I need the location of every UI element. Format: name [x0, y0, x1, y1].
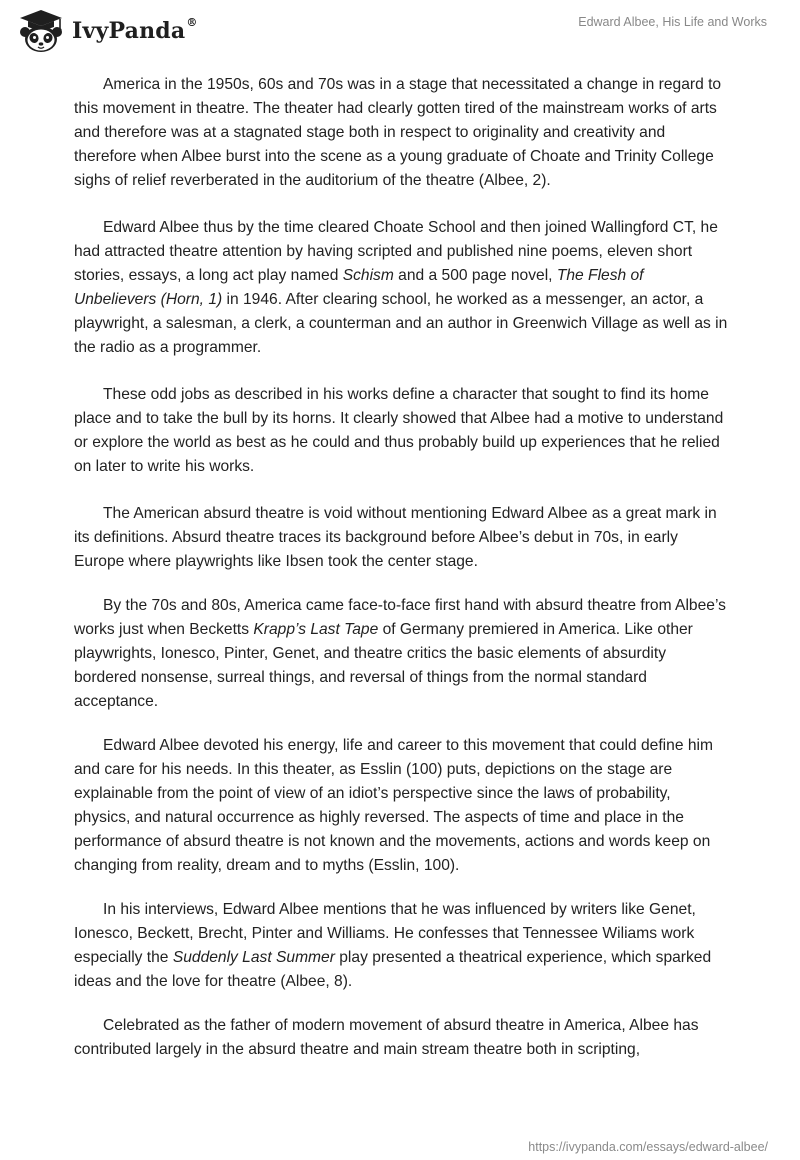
- paragraph-text: America in the 1950s, 60s and 70s was in a stage that necessitated a change in regard to this movement in theatre. The theater had clearly gotten tired of the mainstream works of arts and therefore was at a stagnated stage both in respect to originality and creativity and therefore when Albee burst into the scene as a young graduate of Choate and Trinity College sighs of relief reverberated in the auditorium of the theatre (Albee, 2).: [74, 76, 722, 189]
- essay-body: [74, 73, 728, 1082]
- paragraph: [74, 1014, 728, 1062]
- paragraph-text: in 1946. After clearing school, he worked as a messenger, an actor, a playwright, a salesman, a clerk, a counterman and an author in Greenwich Village as well as in the radio as a programmer.: [74, 291, 728, 356]
- paragraph: [74, 594, 728, 714]
- paragraph: [74, 734, 728, 878]
- brand-name: IvyPanda®: [72, 16, 198, 44]
- paragraph-text: play presented a theatrical experience, which sparked ideas and the love for theatre (Albee, 8).: [74, 949, 712, 990]
- italic-title: The Flesh of Unbelievers (Horn, 1): [74, 267, 644, 308]
- page-header: [0, 0, 800, 60]
- paragraph-text: In his interviews, Edward Albee mentions that he was influenced by writers like Genet, Ionesco, Beckett, Brecht, Pinter and Williams. He confesses that Tennessee Wiliams work especially the: [74, 901, 696, 966]
- italic-title: Schism: [342, 267, 394, 284]
- document-title: Edward Albee, His Life and Works: [578, 15, 767, 29]
- italic-title: Krapp’s Last Tape: [253, 621, 379, 638]
- paragraph: [74, 73, 728, 193]
- panda-graduate-icon: [16, 8, 66, 54]
- paragraph: [74, 502, 728, 574]
- ivypanda-logo[interactable]: [16, 8, 198, 54]
- paragraph-text: Celebrated as the father of modern movement of absurd theatre in America, Albee has contributed largely in the absurd theatre and main stream theatre both in scripting,: [74, 1017, 699, 1058]
- paragraph-text: Edward Albee devoted his energy, life and career to this movement that could define him and care for his needs. In this theater, as Esslin (100) puts, depictions on the stage are explainable from the point of view of an idiot’s perspective since the laws of probability, physics, and natural occurrence as highly reversed. The aspects of time and place in the performance of absurd theatre is not known and the movements, actions and words keep on changing from reality, dream and to myths (Esslin, 100).: [74, 737, 713, 874]
- paragraph: [74, 898, 728, 994]
- paragraph-text: By the 70s and 80s, America came face-to-face first hand with absurd theatre from Albee’s works just when Becketts: [74, 597, 726, 638]
- paragraph: [74, 383, 728, 479]
- paragraph-text: of Germany premiered in America. Like other playwrights, Ionesco, Pinter, Genet, and theatre critics the basic elements of absurdity bordered nonsense, surreal things, and reversal of things from the normal standard acceptance.: [74, 621, 693, 710]
- paragraph-text: These odd jobs as described in his works define a character that sought to find its home place and to take the bull by its horns. It clearly showed that Albee had a motive to understand or explore the world as best as he could and thus probably build up experiences that he relied on later to write his works.: [74, 386, 724, 475]
- paragraph-text: The American absurd theatre is void without mentioning Edward Albee as a great mark in its definitions. Absurd theatre traces its background before Albee’s debut in 70s, in early Europe where playwrights like Ibsen took the center stage.: [74, 505, 717, 570]
- italic-title: Suddenly Last Summer: [172, 949, 335, 966]
- source-url[interactable]: https://ivypanda.com/essays/edward-albee/: [528, 1140, 768, 1154]
- paragraph: [74, 216, 728, 360]
- paragraph-text: Edward Albee thus by the time cleared Choate School and then joined Wallingford CT, he had attracted theatre attention by having scripted and published nine poems, eleven short stories, essays, a long act play named: [74, 219, 718, 284]
- paragraph-text: and a 500 page novel,: [393, 267, 557, 284]
